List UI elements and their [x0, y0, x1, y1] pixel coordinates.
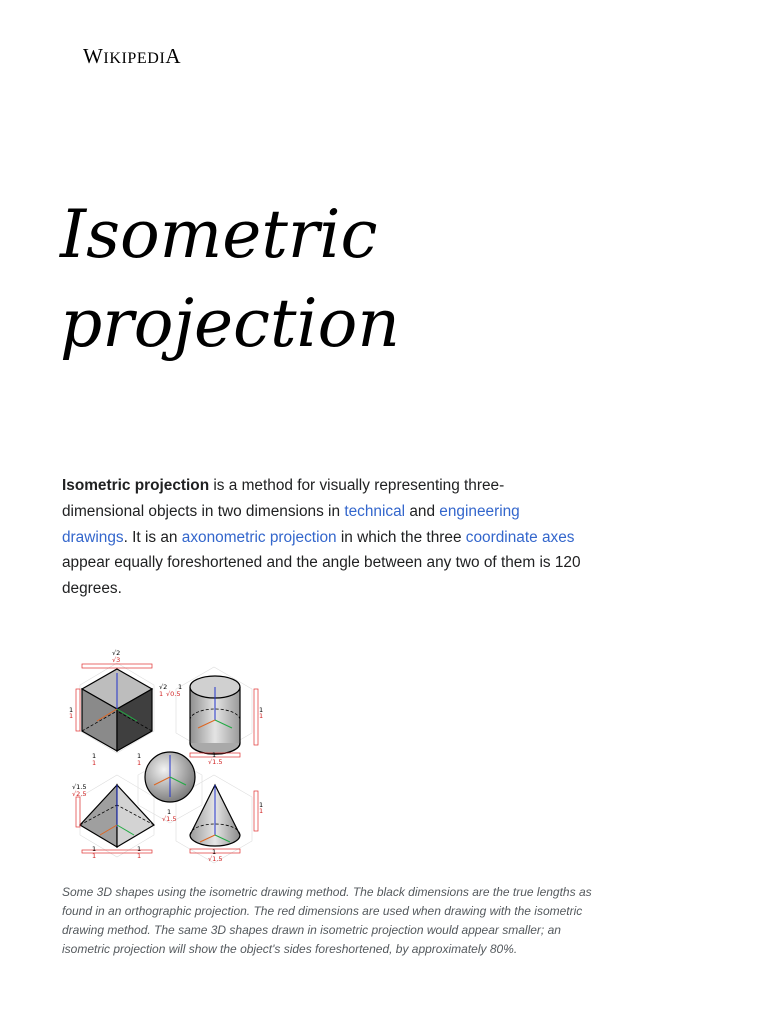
intro-text-1: is a method for visually representing three-dimensional objects in two dimensions in [62, 477, 505, 520]
label-one-red-pyr-bl: 1 [92, 852, 97, 860]
label-sqrt25-pyr: √2.5 [72, 790, 87, 798]
link-axonometric-projection[interactable]: axonometric projection [181, 528, 337, 546]
label-one-cyl-top: 1 [178, 683, 183, 691]
intro-paragraph [62, 473, 582, 602]
label-sqrt2-mid: √2 [159, 683, 168, 691]
label-sqrt2-top: √2 [112, 649, 121, 657]
logo-letters-middle: IKIPEDI [103, 50, 166, 67]
label-one-cone-bottom: 1 [212, 848, 217, 856]
label-one-red-cyl: 1 [159, 690, 164, 698]
wikipedia-logo[interactable] [83, 44, 181, 69]
intro-text-4: in which the three [336, 528, 466, 546]
label-sqrt05: √0.5 [166, 690, 181, 698]
label-sqrt3-top: √3 [112, 656, 121, 664]
label-one-red-cube-br: 1 [137, 759, 142, 767]
label-one-pyr-br: 1 [137, 845, 142, 853]
page-title [60, 190, 680, 368]
link-engineering-drawings[interactable]: engineering drawings [62, 502, 520, 546]
label-one-red-pyr-br: 1 [137, 852, 142, 860]
sphere-shape [145, 752, 195, 802]
label-one-red-cyl-right: 1 [259, 712, 264, 720]
pyramid-shape [80, 785, 154, 847]
cylinder-shape [190, 676, 240, 754]
label-one-red-cube-bl: 1 [92, 759, 97, 767]
bold-term: Isometric projection [62, 477, 210, 494]
intro-text-2: and [405, 502, 440, 520]
label-one-pyr-bl: 1 [92, 845, 97, 853]
label-one-cube-left: 1 [69, 706, 74, 714]
intro-text-3: . It is an [123, 528, 182, 546]
link-coordinate-axes[interactable]: coordinate axes [465, 528, 575, 546]
logo-letter-w: W [83, 44, 104, 68]
isometric-shapes-illustration [62, 645, 272, 865]
title-line-1: Isometric [60, 196, 378, 273]
shapes-figure[interactable] [62, 645, 272, 865]
title-line-2: projection [60, 285, 400, 362]
logo-letter-a: A [165, 44, 182, 68]
label-one-red-cube-left: 1 [69, 712, 74, 720]
figure-caption: Some 3D shapes using the isometric drawing method. The black dimensions are the true lengths as found in an orthographic projection. The red dimensions are used when drawing with the isometric drawing method. The same 3D shapes drawn in isometric projection would appear smaller; an isometric projection will show the object's sides foreshortened, by approximately 80%. [62, 885, 592, 956]
intro-text-5: appear equally foreshortened and the angle between any two of them is 120 degrees. [62, 554, 581, 598]
label-one-cone-right: 1 [259, 801, 264, 809]
label-one-sphere: 1 [167, 808, 172, 816]
label-sqrt15-cyl: √1.5 [208, 758, 223, 766]
label-one-cube-br: 1 [137, 752, 142, 760]
label-sqrt15-cone: √1.5 [208, 855, 223, 863]
label-sqrt15-pyr: √1.5 [72, 783, 87, 791]
label-sqrt15-sphere: √1.5 [162, 815, 177, 823]
label-one-red-cone-right: 1 [259, 807, 264, 815]
label-one-cube-bl: 1 [92, 752, 97, 760]
label-one-cyl-right: 1 [259, 706, 264, 714]
cone-shape [190, 785, 240, 846]
label-one-cyl-bottom: 1 [212, 751, 217, 759]
link-technical[interactable]: technical [344, 502, 406, 520]
